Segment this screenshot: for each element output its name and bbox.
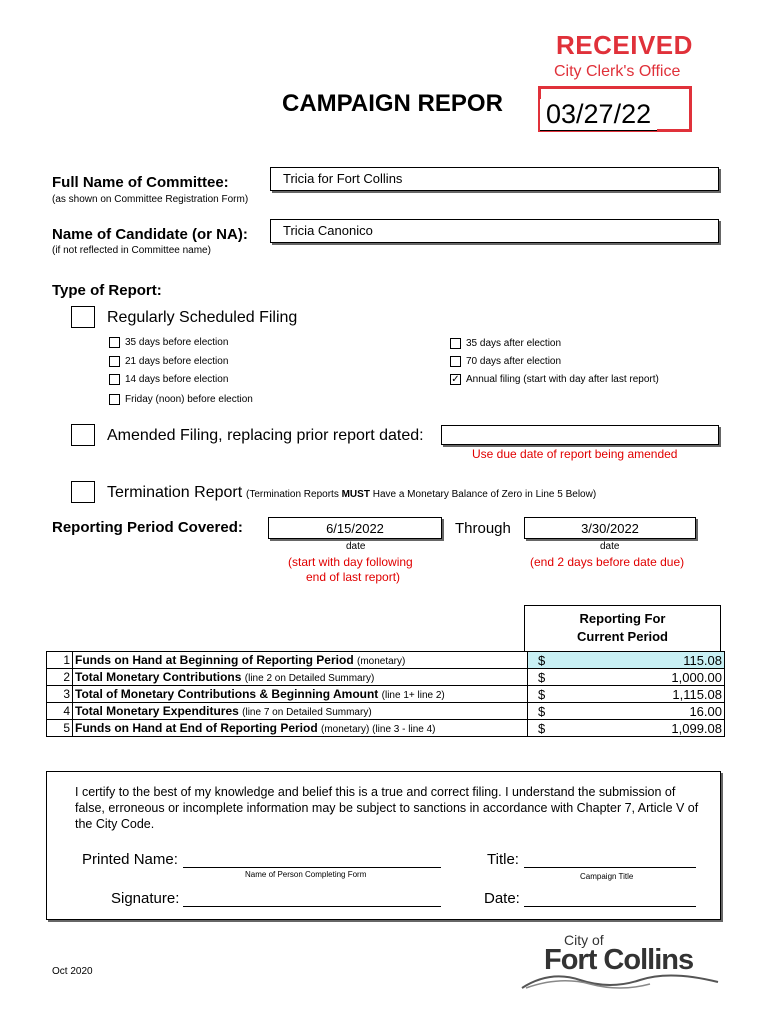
summary-table bbox=[46, 651, 725, 737]
option-friday-label: Friday (noon) before election bbox=[125, 394, 253, 405]
termination-checkbox[interactable] bbox=[71, 481, 95, 503]
committee-note: (as shown on Committee Registration Form) bbox=[52, 194, 249, 205]
row-number: 4 bbox=[47, 703, 73, 720]
page-title: CAMPAIGN REPOR bbox=[282, 90, 503, 117]
table-row bbox=[47, 652, 725, 669]
option-35-after-checkbox[interactable] bbox=[450, 338, 461, 349]
row-value[interactable]: $ 1,000.00 bbox=[528, 669, 725, 686]
period-start-field[interactable] bbox=[268, 517, 442, 539]
amended-date-field[interactable] bbox=[441, 425, 719, 445]
committee-name-field[interactable]: Tricia for Fort Collins bbox=[270, 167, 719, 191]
report-type-label: Type of Report: bbox=[52, 282, 162, 299]
candidate-note: (if not reflected in Committee name) bbox=[52, 245, 211, 256]
option-annual-checkbox[interactable]: ✓ bbox=[451, 374, 460, 385]
table-row bbox=[47, 686, 725, 703]
option-35-before-label: 35 days before election bbox=[125, 337, 229, 348]
termination-note: (Termination Reports MUST Have a Monetary Balance of Zero in Line 5 Below) bbox=[246, 489, 597, 500]
termination-label: Termination Report bbox=[107, 484, 243, 501]
period-start-value: 6/15/2022 bbox=[326, 521, 384, 536]
candidate-name-field[interactable]: Tricia Canonico bbox=[270, 219, 719, 243]
option-21-before-label: 21 days before election bbox=[125, 356, 229, 367]
row-value: $ 1,099.08 bbox=[528, 720, 725, 737]
row-number: 1 bbox=[47, 652, 73, 669]
period-end-caption: date bbox=[600, 541, 620, 552]
row-value[interactable]: $ 115.08 bbox=[528, 652, 725, 669]
table-row bbox=[47, 703, 725, 720]
option-14-before-label: 14 days before election bbox=[125, 374, 229, 385]
date-label: Date: bbox=[484, 890, 520, 907]
row-label: Total of Monetary Contributions & Beginning Amount (line 1+ line 2) bbox=[73, 686, 528, 703]
option-21-before-checkbox[interactable] bbox=[109, 356, 120, 367]
period-start-caption: date bbox=[346, 541, 366, 552]
period-end-field[interactable] bbox=[524, 517, 696, 539]
logo-fort-collins: Fort Collins bbox=[544, 944, 694, 976]
row-number: 5 bbox=[47, 720, 73, 737]
option-friday-checkbox[interactable] bbox=[109, 394, 120, 405]
option-annual-label: Annual filing (start with day after last report) bbox=[466, 374, 659, 385]
certification-box bbox=[46, 771, 721, 920]
city-logo bbox=[520, 930, 720, 990]
row-label: Funds on Hand at Beginning of Reporting Period (monetary) bbox=[73, 652, 528, 669]
candidate-label: Name of Candidate (or NA): bbox=[52, 226, 248, 243]
row-value: $ 1,115.08 bbox=[528, 686, 725, 703]
period-start-note-2: end of last report) bbox=[306, 570, 401, 584]
period-end-note: (end 2 days before date due) bbox=[530, 555, 685, 569]
signature-field[interactable] bbox=[183, 889, 441, 907]
amended-note: Use due date of report being amended bbox=[472, 447, 678, 461]
title-field[interactable] bbox=[524, 850, 696, 868]
option-35-before-checkbox[interactable] bbox=[109, 337, 120, 348]
stamp-received: RECEIVED bbox=[556, 30, 693, 60]
option-70-after-label: 70 days after election bbox=[466, 356, 562, 367]
summary-header-line-2: Current Period bbox=[576, 629, 668, 644]
option-70-after-checkbox[interactable] bbox=[450, 356, 461, 367]
summary-header-line-1: Reporting For bbox=[579, 611, 666, 626]
printed-name-field[interactable] bbox=[183, 850, 441, 868]
amended-filing-checkbox[interactable] bbox=[71, 424, 95, 446]
option-14-before-checkbox[interactable] bbox=[109, 374, 120, 385]
revision-date: Oct 2020 bbox=[52, 966, 93, 977]
option-35-after-label: 35 days after election bbox=[466, 338, 562, 349]
printed-name-caption: Name of Person Completing Form bbox=[245, 870, 367, 879]
row-label: Total Monetary Expenditures (line 7 on Detailed Summary) bbox=[73, 703, 528, 720]
logo-mountain-icon bbox=[520, 968, 720, 990]
row-number: 2 bbox=[47, 669, 73, 686]
certification-text: I certify to the best of my knowledge and belief this is a true and correct filing. I understand the submission of false, erroneous or incomplete information may be subject to sanctions in accordance with Chapter 7, Article V of the City Code. bbox=[75, 785, 699, 831]
committee-label: Full Name of Committee: bbox=[52, 174, 229, 191]
received-date: 03/27/22 bbox=[540, 99, 657, 131]
printed-name-label: Printed Name: bbox=[82, 851, 178, 868]
regular-filing-label: Regularly Scheduled Filing bbox=[107, 309, 298, 326]
signature-label: Signature: bbox=[111, 890, 180, 907]
title-caption: Campaign Title bbox=[580, 872, 634, 881]
row-value[interactable]: $ 16.00 bbox=[528, 703, 725, 720]
row-number: 3 bbox=[47, 686, 73, 703]
summary-header bbox=[524, 605, 721, 652]
stamp-office: City Clerk's Office bbox=[554, 63, 681, 80]
amended-filing-label: Amended Filing, replacing prior report dated: bbox=[107, 427, 424, 444]
date-field[interactable] bbox=[524, 889, 696, 907]
period-end-value: 3/30/2022 bbox=[581, 521, 639, 536]
title-label: Title: bbox=[487, 851, 519, 868]
row-label: Total Monetary Contributions (line 2 on Detailed Summary) bbox=[73, 669, 528, 686]
period-label: Reporting Period Covered: bbox=[52, 519, 243, 536]
table-row bbox=[47, 669, 725, 686]
row-label: Funds on Hand at End of Reporting Period (monetary) (line 3 - line 4) bbox=[73, 720, 528, 737]
regular-filing-checkbox[interactable] bbox=[71, 306, 95, 328]
period-start-note-1: (start with day following bbox=[288, 555, 413, 569]
table-row bbox=[47, 720, 725, 737]
through-label: Through bbox=[455, 520, 511, 537]
logo-city-of: City of bbox=[564, 932, 604, 948]
